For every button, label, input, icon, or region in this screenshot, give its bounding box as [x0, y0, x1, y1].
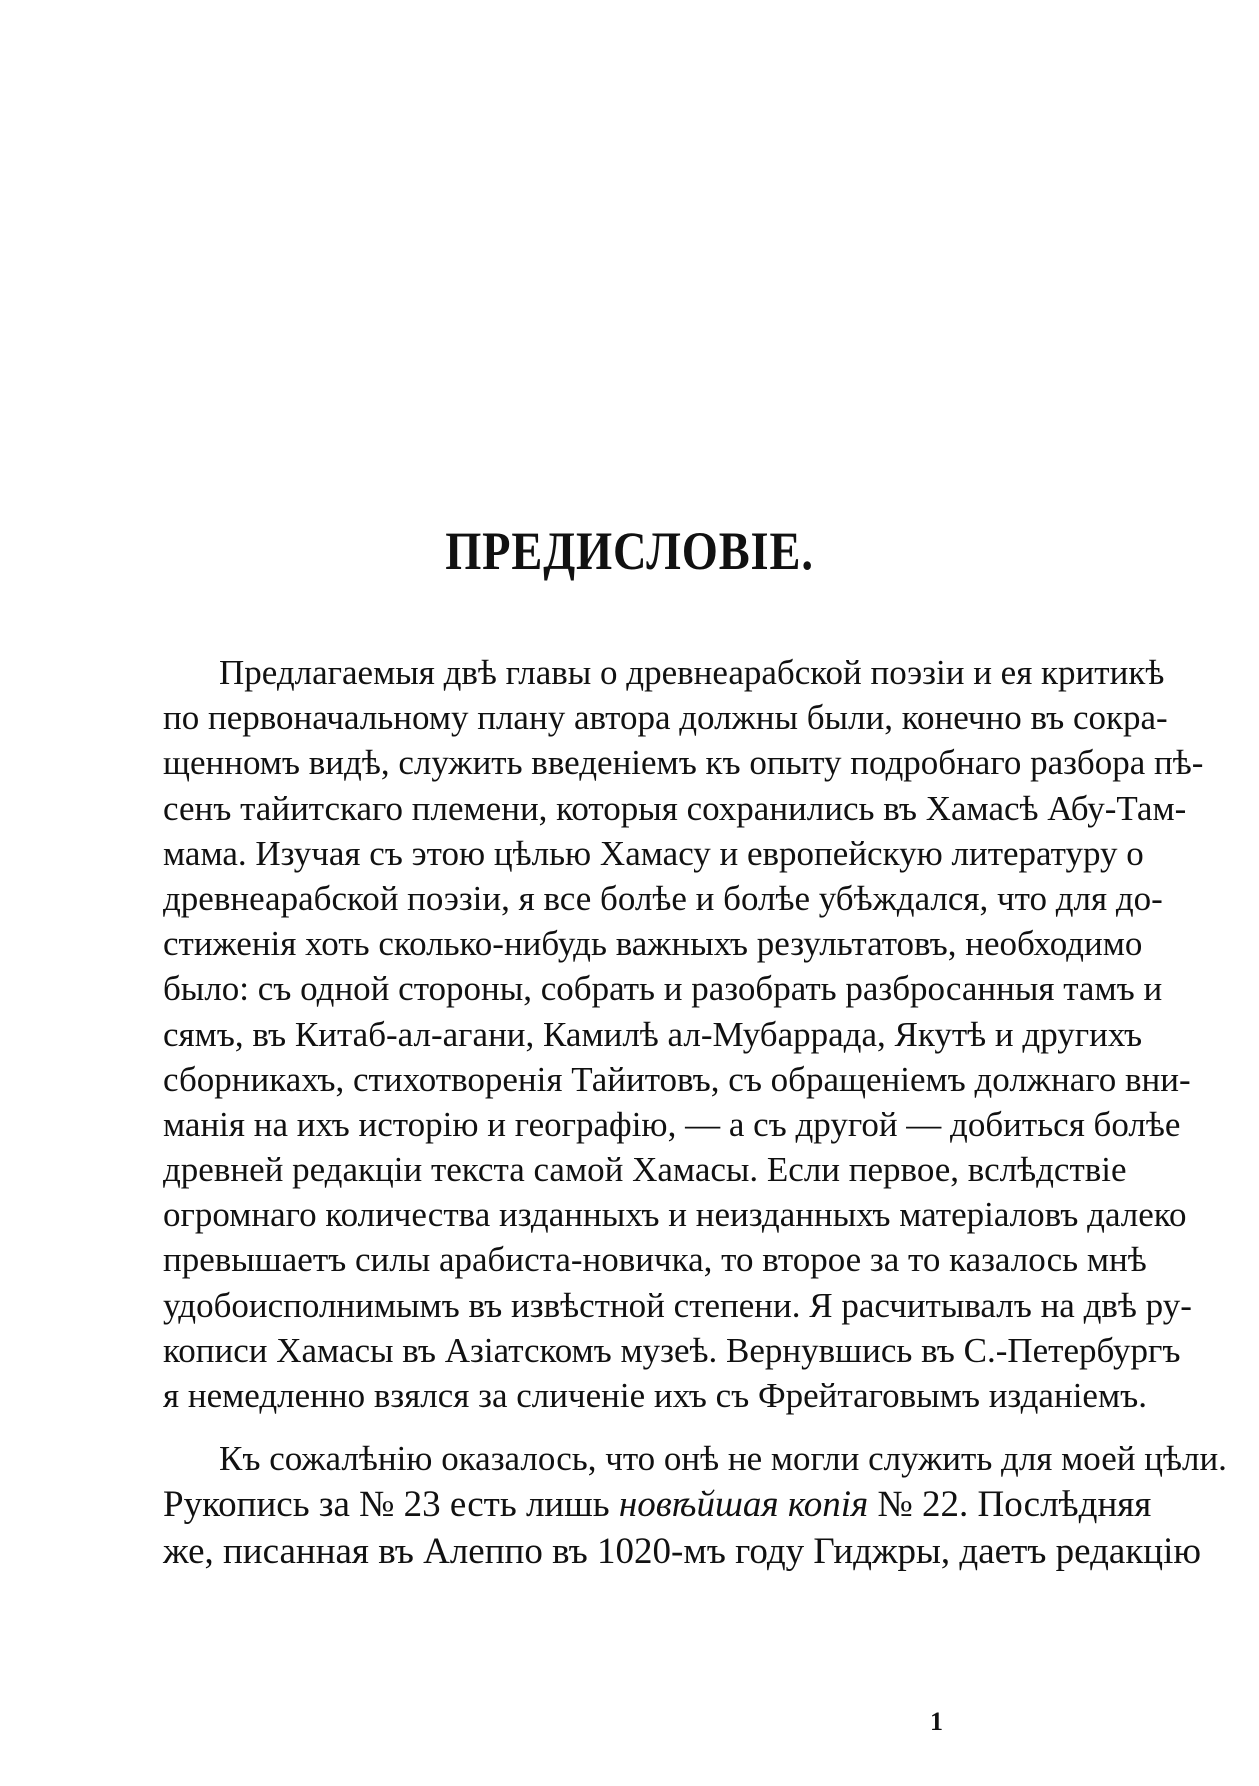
text-line: удобоисполнимымъ въ извѣстной степени. Я расчитывалъ на двѣ ру-: [163, 1285, 1192, 1325]
text-line: щенномъ видѣ, служить введеніемъ къ опыту подробнаго разбора пѣ-: [163, 743, 1204, 783]
page-number: 1: [930, 1707, 943, 1736]
paragraph-2: [163, 1436, 1227, 1575]
text-line: Предлагаемыя двѣ главы о древнеарабской поэзіи и ея критикѣ: [219, 653, 1165, 692]
text-line: манія на ихъ исторію и географію, — а съ другой — добиться болѣе: [163, 1104, 1181, 1144]
text-line: же, писанная въ Алеппо въ 1020-мъ году Гиджры, даетъ редакцію: [163, 1531, 1202, 1573]
italic-emphasis: новѣйшая копія: [618, 1484, 869, 1526]
text-line: сборникахъ, стихотворенія Тайитовъ, съ обращеніемъ должнаго вни-: [163, 1059, 1191, 1099]
text-line: древнеарабской поэзіи, я все болѣе и болѣе убѣждался, что для до-: [163, 878, 1163, 918]
text-line: сенъ тайитскаго племени, которыя сохранились въ Хамасѣ Абу-Там-: [163, 788, 1187, 828]
text-line: стиженія хоть сколько-нибудь важныхъ результатовъ, необходимо: [163, 924, 1143, 964]
text-line: [163, 1481, 1152, 1528]
text-line: древней редакціи текста самой Хамасы. Если первое, вслѣдствіе: [163, 1150, 1127, 1190]
paragraph-gap: [163, 1418, 1101, 1436]
text-line: было: съ одной стороны, собрать и разобрать разбросанныя тамъ и: [163, 969, 1163, 1009]
text-line: я немедленно взялся за сличеніе ихъ съ Фрейтаговымъ изданіемъ.: [163, 1376, 1147, 1415]
text-line: Къ сожалѣнію оказалось, что онѣ не могли служить для моей цѣли.: [219, 1439, 1227, 1479]
text-span: Рукопись за № 23 есть лишь: [163, 1484, 619, 1526]
text-line: огромнаго количества изданныхъ и неизданныхъ матеріаловъ далеко: [163, 1195, 1187, 1235]
page-title: ПРЕДИСЛОВІЕ.: [445, 521, 814, 581]
text-line: по первоначальному плану автора должны были, конечно въ сокра-: [163, 698, 1168, 738]
text-line: превышаетъ силы арабиста-новичка, то второе за то казалось мнѣ: [163, 1240, 1147, 1280]
text-line: мама. Изучая съ этою цѣлью Хамасу и европейскую литературу о: [163, 833, 1144, 873]
text-span: № 22. Послѣдняя: [868, 1484, 1152, 1526]
text-line: сямъ, въ Китаб-ал-агани, Камилѣ ал-Мубаррада, Якутѣ и другихъ: [163, 1014, 1143, 1054]
text-line: кописи Хамасы въ Азіатскомъ музеѣ. Вернувшись въ С.-Петербургъ: [163, 1330, 1181, 1370]
body-text: [163, 650, 1227, 1575]
paragraph-1: [163, 650, 1204, 1418]
